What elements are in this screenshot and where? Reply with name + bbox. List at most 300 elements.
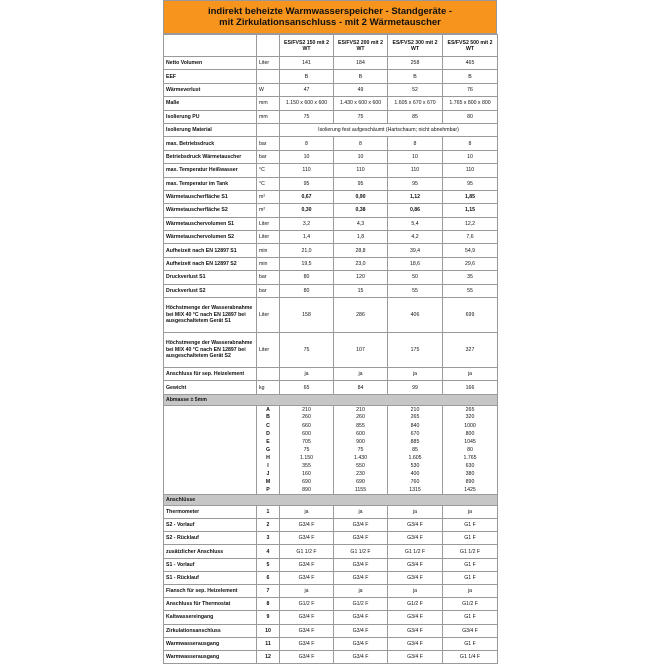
spec-span-value: Isolierung fest aufgeschäumt (Hartschaum; nicht abnehmbar) xyxy=(280,123,498,136)
spec-value: 110 xyxy=(280,164,334,177)
spec-value: 23,0 xyxy=(334,257,388,270)
connection-value: G1/2 F xyxy=(280,598,334,611)
spec-row xyxy=(164,381,498,394)
column-header: ES/FVS2 300 mit 2 WT xyxy=(388,35,443,57)
spec-value: 0,38 xyxy=(334,204,388,217)
connection-row xyxy=(164,637,498,650)
dimension-row xyxy=(164,430,498,438)
connection-value: G3/4 F xyxy=(334,650,388,663)
spec-row xyxy=(164,83,498,96)
column-header-row xyxy=(164,35,498,57)
section-title-dimensions: Abmasse ± 5mm xyxy=(164,394,498,405)
connection-label: Warmwasserausgang xyxy=(164,650,257,663)
spec-value: 80 xyxy=(280,271,334,284)
dimensions-section-header xyxy=(164,394,498,405)
dimension-value: 1425 xyxy=(443,486,498,494)
spec-value: 107 xyxy=(334,333,388,368)
spec-value: 85 xyxy=(388,110,443,123)
connection-value: G1 F xyxy=(443,611,498,624)
spec-row xyxy=(164,97,498,110)
dimension-value: 760 xyxy=(388,478,443,486)
spec-value: 12,2 xyxy=(443,217,498,230)
dimension-letter: G xyxy=(257,446,280,454)
spec-value: 8 xyxy=(388,137,443,150)
dimension-value: 260 xyxy=(280,413,334,421)
spec-value: 175 xyxy=(388,333,443,368)
connection-row xyxy=(164,505,498,518)
dimension-value: 80 xyxy=(443,446,498,454)
spec-label: Gewicht xyxy=(164,381,257,394)
connection-row xyxy=(164,532,498,545)
spec-unit: min xyxy=(257,257,280,270)
dimension-value: 75 xyxy=(280,446,334,454)
spec-row xyxy=(164,298,498,333)
dimension-letter: I xyxy=(257,462,280,470)
connection-row xyxy=(164,624,498,637)
dimension-value: 265 xyxy=(388,413,443,421)
dimension-value: 630 xyxy=(443,462,498,470)
spec-value: B xyxy=(388,70,443,83)
spec-value: 110 xyxy=(388,164,443,177)
spec-row xyxy=(164,137,498,150)
connection-value: ja xyxy=(388,505,443,518)
spec-value: 327 xyxy=(443,333,498,368)
spec-row xyxy=(164,231,498,244)
dimension-value: 890 xyxy=(443,478,498,486)
connection-label: Flansch für sep. Heizelement xyxy=(164,584,257,597)
connection-value: G1 1/4 F xyxy=(443,650,498,663)
spec-unit: bar xyxy=(257,150,280,163)
connection-value: ja xyxy=(443,505,498,518)
connection-number: 3 xyxy=(257,532,280,545)
dimension-value: 210 xyxy=(334,405,388,413)
spec-value: 95 xyxy=(334,177,388,190)
connection-number: 11 xyxy=(257,637,280,650)
spec-label: Anschluss für sep. Heizelement xyxy=(164,368,257,381)
dimension-value: 705 xyxy=(280,438,334,446)
connection-value: ja xyxy=(334,505,388,518)
connection-value: G1/2 F xyxy=(443,598,498,611)
sheet-title xyxy=(163,0,497,34)
dimension-value: 75 xyxy=(334,446,388,454)
spec-value: 47 xyxy=(280,83,334,96)
spec-value: 120 xyxy=(334,271,388,284)
connection-value: G1 F xyxy=(443,637,498,650)
spec-row xyxy=(164,57,498,70)
connection-number: 6 xyxy=(257,571,280,584)
connection-value: G3/4 F xyxy=(388,611,443,624)
connection-label: Zirkulationsanschluss xyxy=(164,624,257,637)
dimension-value: 230 xyxy=(334,470,388,478)
connection-value: G3/4 F xyxy=(280,637,334,650)
connection-value: G3/4 F xyxy=(334,624,388,637)
spec-value: 0,86 xyxy=(388,204,443,217)
dimension-letter: J xyxy=(257,470,280,478)
spec-value: ja xyxy=(388,368,443,381)
connection-value: G1/2 F xyxy=(388,598,443,611)
spec-value: 1,8 xyxy=(334,231,388,244)
spec-unit: Liter xyxy=(257,57,280,70)
dimension-value: 1045 xyxy=(443,438,498,446)
dimension-value: 600 xyxy=(280,430,334,438)
spec-row xyxy=(164,190,498,203)
spec-value: 10 xyxy=(443,150,498,163)
connections-section-header xyxy=(164,494,498,505)
dimension-row xyxy=(164,462,498,470)
dimension-value: 660 xyxy=(280,422,334,430)
spec-value: ja xyxy=(280,368,334,381)
spec-value: 8 xyxy=(443,137,498,150)
header-blank xyxy=(164,35,257,57)
spec-value: 1.765 x 800 x 800 xyxy=(443,97,498,110)
spec-unit: m² xyxy=(257,204,280,217)
dimension-row xyxy=(164,413,498,421)
spec-label: Netto Volumen xyxy=(164,57,257,70)
dimension-row xyxy=(164,422,498,430)
spec-value: 110 xyxy=(334,164,388,177)
spec-value: 15 xyxy=(334,284,388,297)
dimension-letter: C xyxy=(257,422,280,430)
connection-value: G1 1/2 F xyxy=(280,545,334,558)
spec-value: 10 xyxy=(280,150,334,163)
spec-value: 406 xyxy=(388,298,443,333)
spec-sheet xyxy=(163,0,497,660)
spec-value: 84 xyxy=(334,381,388,394)
connection-label: S1 - Rücklauf xyxy=(164,571,257,584)
spec-label: Wärmetauscherfläche S2 xyxy=(164,204,257,217)
spec-value: 4,3 xyxy=(334,217,388,230)
spec-value: 1.605 x 670 x 670 xyxy=(388,97,443,110)
spec-value: 39,4 xyxy=(388,244,443,257)
spec-value: 75 xyxy=(334,110,388,123)
connection-value: G3/4 F xyxy=(388,532,443,545)
dimension-blank xyxy=(164,430,257,438)
dimension-value: 550 xyxy=(334,462,388,470)
dimension-letter: M xyxy=(257,478,280,486)
dimension-value: 890 xyxy=(280,486,334,494)
dimension-row xyxy=(164,486,498,494)
spec-row xyxy=(164,333,498,368)
connection-row xyxy=(164,650,498,663)
spec-table xyxy=(163,34,498,664)
connection-number: 12 xyxy=(257,650,280,663)
connection-label: Kaltwassereingang xyxy=(164,611,257,624)
connection-value: G1/2 F xyxy=(334,598,388,611)
connection-value: G3/4 F xyxy=(280,611,334,624)
connection-value: G3/4 F xyxy=(334,571,388,584)
spec-value: 184 xyxy=(334,57,388,70)
spec-value: 99 xyxy=(388,381,443,394)
spec-unit: Liter xyxy=(257,231,280,244)
spec-unit xyxy=(257,368,280,381)
spec-value: 54,9 xyxy=(443,244,498,257)
spec-row xyxy=(164,110,498,123)
spec-value: B xyxy=(334,70,388,83)
spec-row xyxy=(164,217,498,230)
connection-number: 8 xyxy=(257,598,280,611)
connection-value: G3/4 F xyxy=(388,624,443,637)
spec-value: 35 xyxy=(443,271,498,284)
title-line-2: mit Zirkulationsanschluss - mit 2 Wärmetauscher xyxy=(219,17,441,28)
spec-value: 0,30 xyxy=(280,204,334,217)
header-unit-blank xyxy=(257,35,280,57)
connection-value: G3/4 F xyxy=(388,558,443,571)
spec-label: Wärmetauschervolumen S2 xyxy=(164,231,257,244)
dimension-value: 855 xyxy=(334,422,388,430)
dimension-blank xyxy=(164,446,257,454)
spec-value: 65 xyxy=(280,381,334,394)
column-header: ES/FVS2 200 mit 2 WT xyxy=(334,35,388,57)
spec-label: max. Temperatur Heißwasser xyxy=(164,164,257,177)
spec-label: max. Betriebsdruck xyxy=(164,137,257,150)
connection-value: G3/4 F xyxy=(280,519,334,532)
connection-label: Thermometer xyxy=(164,505,257,518)
dimension-blank xyxy=(164,462,257,470)
dimension-value: 690 xyxy=(334,478,388,486)
spec-value: 75 xyxy=(280,333,334,368)
dimension-value: 210 xyxy=(388,405,443,413)
connection-value: G3/4 F xyxy=(388,637,443,650)
dimension-value: 670 xyxy=(388,430,443,438)
connection-value: ja xyxy=(280,584,334,597)
spec-label: EEF xyxy=(164,70,257,83)
dimension-value: 265 xyxy=(443,405,498,413)
connection-value: G3/4 F xyxy=(280,571,334,584)
spec-value: 158 xyxy=(280,298,334,333)
spec-label: Höchstmenge der Wasserabnahme bei MIX 40 °C nach EN 12897 bei ausgeschaltetem Gerät S1 xyxy=(164,298,257,333)
connection-row xyxy=(164,558,498,571)
connection-row xyxy=(164,571,498,584)
spec-value: 8 xyxy=(334,137,388,150)
connection-number: 5 xyxy=(257,558,280,571)
dimension-value: 85 xyxy=(388,446,443,454)
spec-unit xyxy=(257,123,280,136)
spec-value: 50 xyxy=(388,271,443,284)
spec-unit: bar xyxy=(257,137,280,150)
spec-value: 3,2 xyxy=(280,217,334,230)
connection-number: 7 xyxy=(257,584,280,597)
spec-unit: °C xyxy=(257,177,280,190)
spec-value: 699 xyxy=(443,298,498,333)
spec-value: 29,6 xyxy=(443,257,498,270)
connection-row xyxy=(164,584,498,597)
spec-label: Druckverlust S2 xyxy=(164,284,257,297)
spec-value: B xyxy=(443,70,498,83)
spec-unit: kg xyxy=(257,381,280,394)
spec-value: 8 xyxy=(280,137,334,150)
spec-value: 1,85 xyxy=(443,190,498,203)
dimension-letter: B xyxy=(257,413,280,421)
connection-value: ja xyxy=(280,505,334,518)
spec-value: 10 xyxy=(388,150,443,163)
dimension-row xyxy=(164,438,498,446)
connection-value: G1 F xyxy=(443,571,498,584)
dimension-value: 1.430 xyxy=(334,454,388,462)
connection-number: 9 xyxy=(257,611,280,624)
spec-value: 1,4 xyxy=(280,231,334,244)
spec-value: 80 xyxy=(280,284,334,297)
dimension-value: 260 xyxy=(334,413,388,421)
spec-unit: bar xyxy=(257,271,280,284)
spec-value: 141 xyxy=(280,57,334,70)
spec-unit: W xyxy=(257,83,280,96)
column-header: ES/FVS2 500 mit 2 WT xyxy=(443,35,498,57)
spec-value: 1.150 x 600 x 600 xyxy=(280,97,334,110)
dimension-blank xyxy=(164,470,257,478)
spec-unit: °C xyxy=(257,164,280,177)
spec-value: 28,8 xyxy=(334,244,388,257)
spec-value: 4,2 xyxy=(388,231,443,244)
connection-value: G1 F xyxy=(443,532,498,545)
connection-value: G3/4 F xyxy=(334,637,388,650)
dimension-value: 1.765 xyxy=(443,454,498,462)
dimension-row xyxy=(164,405,498,413)
dimension-row xyxy=(164,454,498,462)
dimension-blank xyxy=(164,413,257,421)
spec-value: ja xyxy=(334,368,388,381)
connection-row xyxy=(164,598,498,611)
spec-value: 95 xyxy=(388,177,443,190)
spec-label: Isolierung Material xyxy=(164,123,257,136)
connection-value: G3/4 F xyxy=(334,532,388,545)
connection-row xyxy=(164,611,498,624)
title-line-1: indirekt beheizte Warmwasserspeicher - Standgeräte - xyxy=(207,6,453,17)
connection-row xyxy=(164,519,498,532)
spec-unit: Liter xyxy=(257,217,280,230)
spec-label: Druckverlust S1 xyxy=(164,271,257,284)
spec-value: 0,67 xyxy=(280,190,334,203)
dimension-blank xyxy=(164,478,257,486)
spec-value: 95 xyxy=(443,177,498,190)
connection-number: 4 xyxy=(257,545,280,558)
dimension-value: 600 xyxy=(334,430,388,438)
dimension-value: 380 xyxy=(443,470,498,478)
spec-label: Betriebsdruck Wärmetauscher xyxy=(164,150,257,163)
column-header: ES/FVS2 150 mit 2 WT xyxy=(280,35,334,57)
dimension-value: 1315 xyxy=(388,486,443,494)
connection-value: G3/4 F xyxy=(443,624,498,637)
spec-label: Aufheizeit nach EN 12897 S2 xyxy=(164,257,257,270)
spec-row xyxy=(164,177,498,190)
dimension-letter: P xyxy=(257,486,280,494)
connection-value: G3/4 F xyxy=(388,571,443,584)
dimension-value: 1000 xyxy=(443,422,498,430)
connection-label: Anschluss für Thermostat xyxy=(164,598,257,611)
connection-value: G3/4 F xyxy=(280,558,334,571)
dimension-value: 1.605 xyxy=(388,454,443,462)
spec-row xyxy=(164,123,498,136)
connection-number: 2 xyxy=(257,519,280,532)
dimension-value: 1155 xyxy=(334,486,388,494)
dimension-value: 210 xyxy=(280,405,334,413)
spec-value: 55 xyxy=(388,284,443,297)
dimension-blank xyxy=(164,405,257,413)
spec-label: Wärmetauscherfläche S1 xyxy=(164,190,257,203)
spec-value: 10 xyxy=(334,150,388,163)
connection-value: G3/4 F xyxy=(334,558,388,571)
dimension-value: 400 xyxy=(388,470,443,478)
dimension-letter: D xyxy=(257,430,280,438)
spec-value: 0,90 xyxy=(334,190,388,203)
spec-value: 21,0 xyxy=(280,244,334,257)
spec-unit: mm xyxy=(257,97,280,110)
connection-value: G3/4 F xyxy=(280,650,334,663)
spec-unit: bar xyxy=(257,284,280,297)
spec-value: 19,5 xyxy=(280,257,334,270)
connection-value: G3/4 F xyxy=(334,611,388,624)
spec-unit: Liter xyxy=(257,298,280,333)
connection-label: S2 - Vorlauf xyxy=(164,519,257,532)
spec-value: ja xyxy=(443,368,498,381)
spec-row xyxy=(164,257,498,270)
connection-value: G1 1/2 F xyxy=(388,545,443,558)
spec-unit: min xyxy=(257,244,280,257)
spec-label: Isolierung PU xyxy=(164,110,257,123)
dimension-value: 1.150 xyxy=(280,454,334,462)
dimension-blank xyxy=(164,486,257,494)
spec-value: 75 xyxy=(280,110,334,123)
connection-value: ja xyxy=(443,584,498,597)
connection-value: G3/4 F xyxy=(280,624,334,637)
dimension-value: 885 xyxy=(388,438,443,446)
connection-value: ja xyxy=(334,584,388,597)
spec-row xyxy=(164,284,498,297)
connection-label: zusätzlicher Anschluss xyxy=(164,545,257,558)
spec-value: 95 xyxy=(280,177,334,190)
spec-value: 76 xyxy=(443,83,498,96)
connection-number: 10 xyxy=(257,624,280,637)
spec-row xyxy=(164,244,498,257)
dimension-letter: H xyxy=(257,454,280,462)
dimension-value: 900 xyxy=(334,438,388,446)
spec-label: max. Temperatur im Tank xyxy=(164,177,257,190)
spec-row xyxy=(164,368,498,381)
dimension-row xyxy=(164,446,498,454)
section-title-connections: Anschlüsse xyxy=(164,494,498,505)
dimension-value: 530 xyxy=(388,462,443,470)
dimension-blank xyxy=(164,454,257,462)
connection-value: G1 1/2 F xyxy=(443,545,498,558)
spec-unit: mm xyxy=(257,110,280,123)
spec-row xyxy=(164,150,498,163)
spec-row xyxy=(164,70,498,83)
dimension-value: 160 xyxy=(280,470,334,478)
spec-value: 55 xyxy=(443,284,498,297)
spec-value: 18,6 xyxy=(388,257,443,270)
spec-value: 5,4 xyxy=(388,217,443,230)
spec-label: Aufheizeit nach EN 12897 S1 xyxy=(164,244,257,257)
dimension-letter: A xyxy=(257,405,280,413)
spec-value: 7,6 xyxy=(443,231,498,244)
connection-value: G3/4 F xyxy=(388,650,443,663)
connection-value: G3/4 F xyxy=(334,519,388,532)
dimension-value: 840 xyxy=(388,422,443,430)
spec-value: 1,15 xyxy=(443,204,498,217)
dimension-row xyxy=(164,478,498,486)
connection-value: G1 F xyxy=(443,519,498,532)
connection-label: S2 - Rücklauf xyxy=(164,532,257,545)
connection-value: G3/4 F xyxy=(280,532,334,545)
spec-unit: m² xyxy=(257,190,280,203)
spec-label: Wärmetauschervolumen S1 xyxy=(164,217,257,230)
spec-value: B xyxy=(280,70,334,83)
spec-row xyxy=(164,164,498,177)
dimension-row xyxy=(164,470,498,478)
spec-unit xyxy=(257,70,280,83)
dimension-value: 800 xyxy=(443,430,498,438)
spec-row xyxy=(164,271,498,284)
spec-value: 1.430 x 600 x 600 xyxy=(334,97,388,110)
